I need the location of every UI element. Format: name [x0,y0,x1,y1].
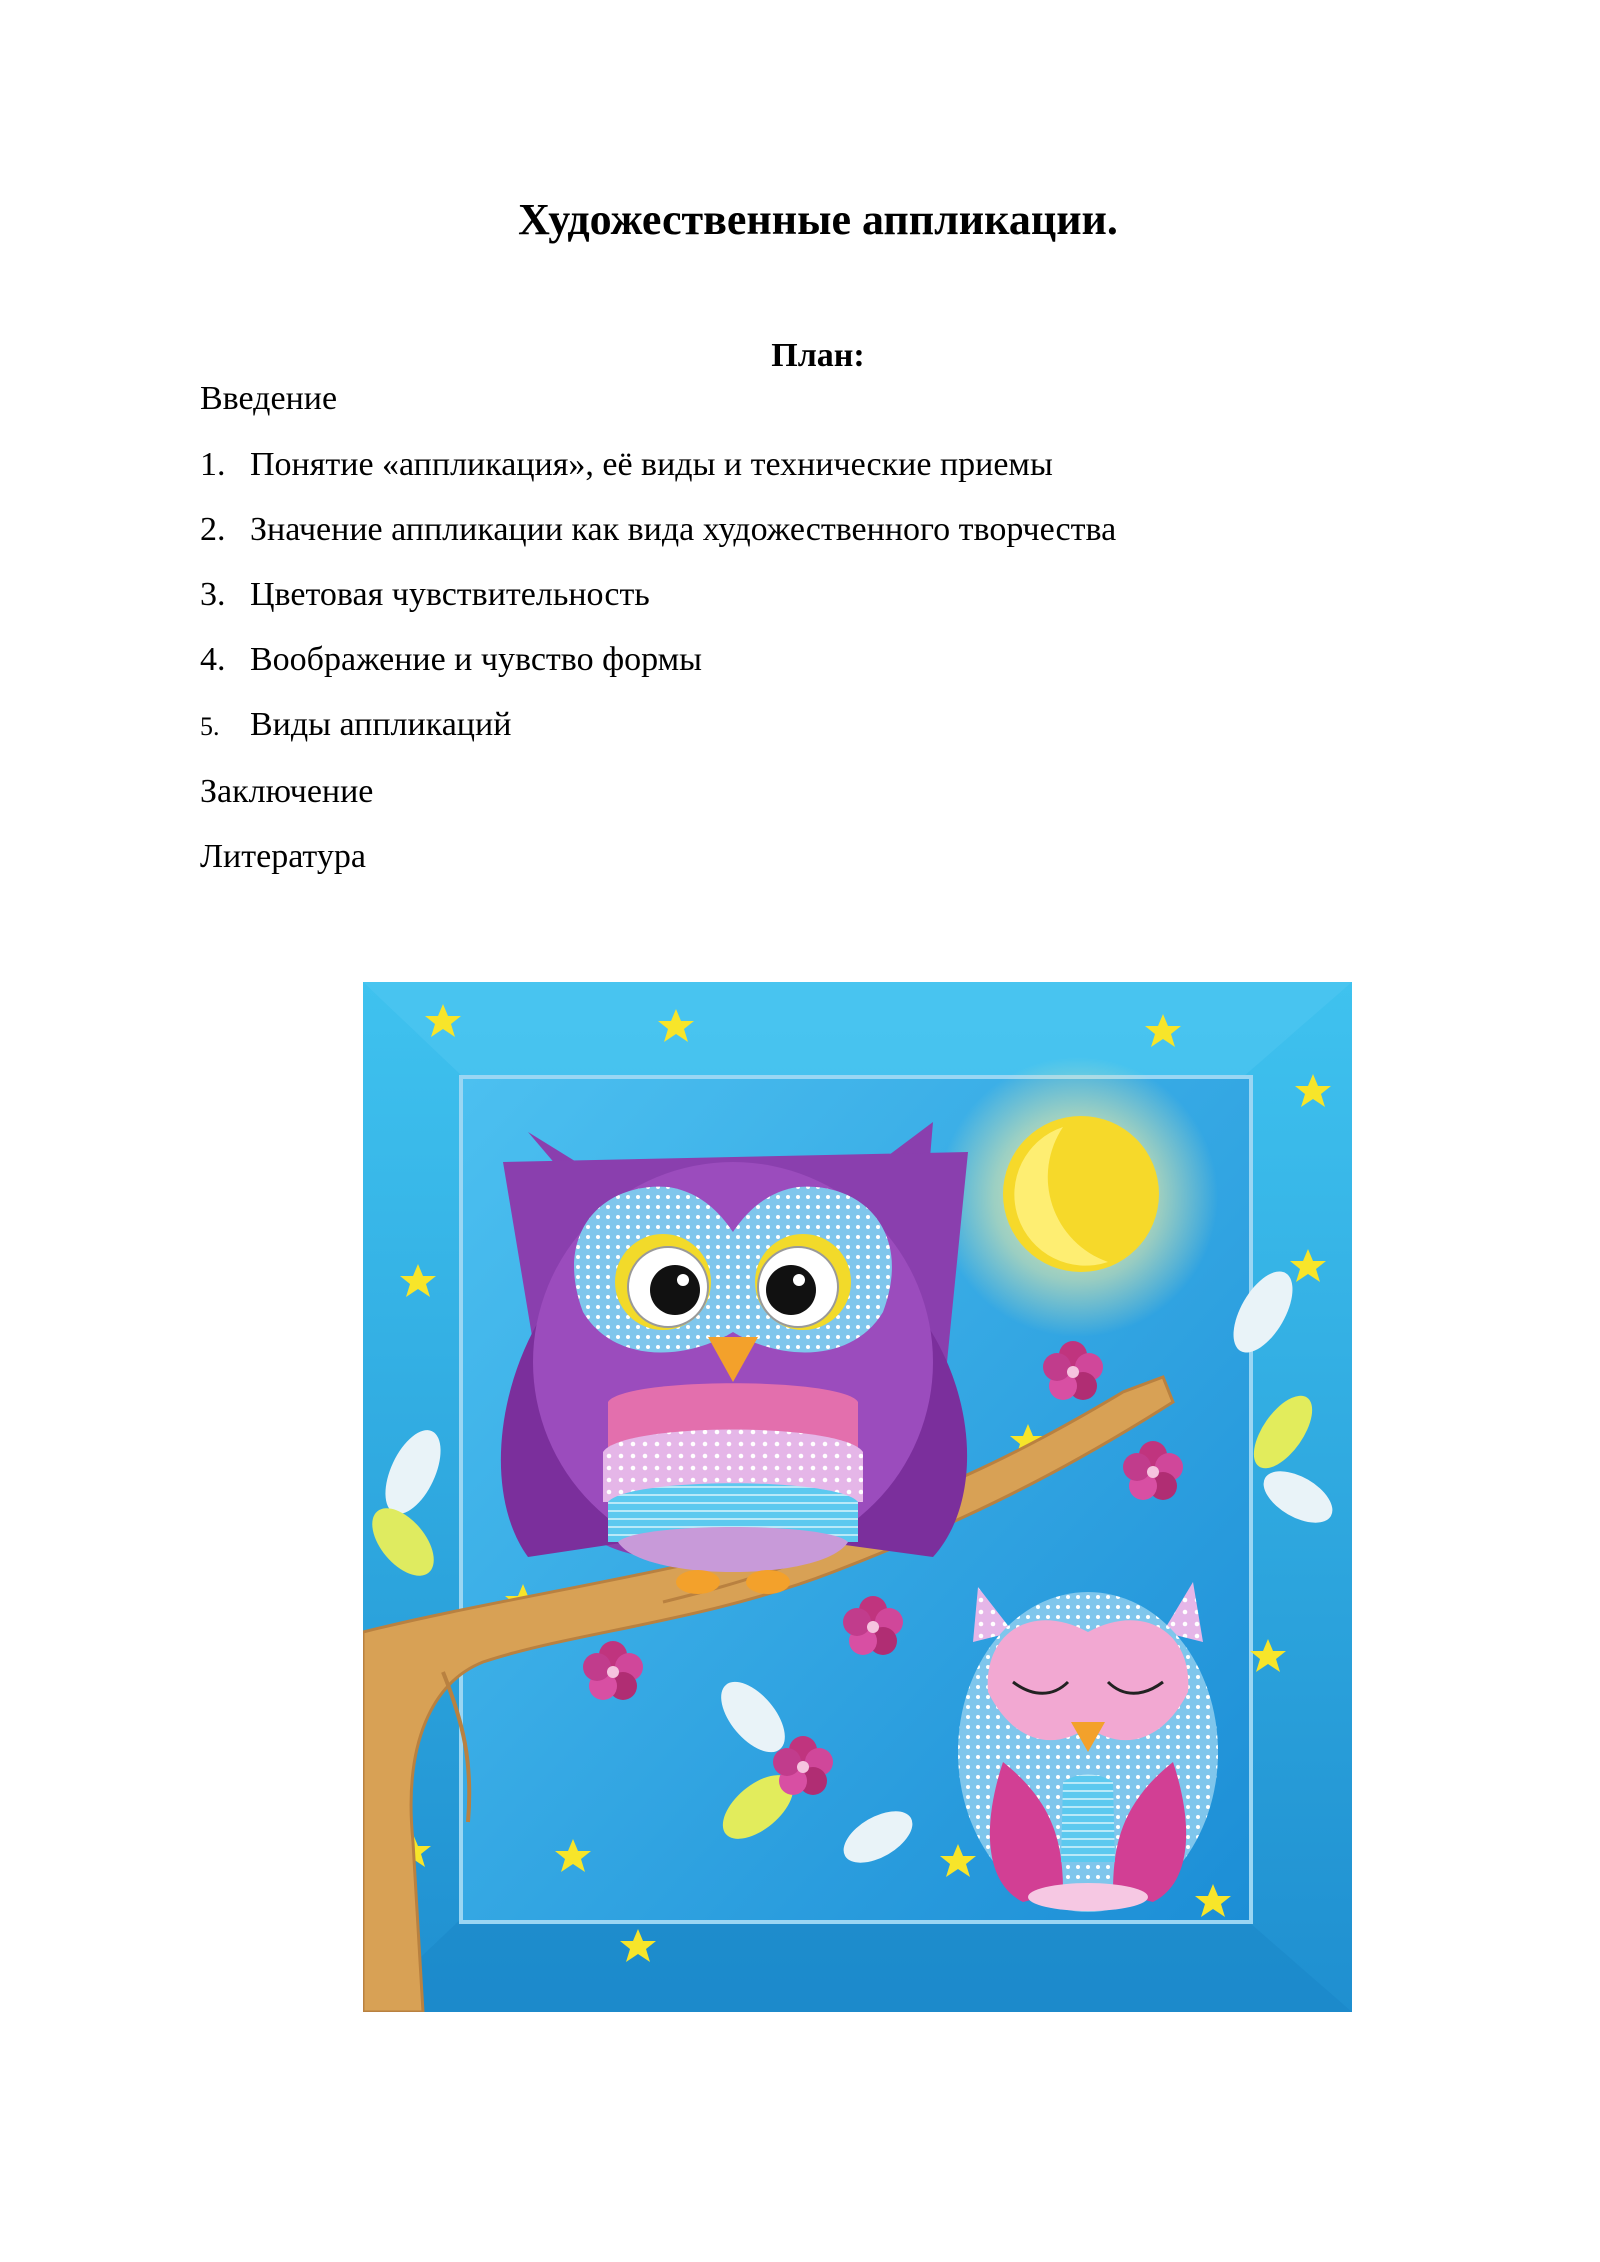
plan-item-3 [200,573,650,617]
plan-item-2 [200,508,1116,552]
owl-applique-illustration [363,982,1352,2012]
plan-conclusion: Заключение [200,773,374,810]
plan-item-text: Воображение и чувство формы [250,641,702,678]
small-owl [958,1582,1218,1912]
plan-item-number: 1. [200,446,226,483]
plan-intro: Введение [200,380,338,417]
plan-item-1 [200,443,1053,487]
plan-item-number: 4. [200,641,226,678]
plan-item-5 [200,703,511,749]
plan-literature: Литература [200,838,366,875]
plan-item-text: Понятие «аппликация», её виды и технические приемы [250,446,1053,483]
big-owl [501,1122,968,1594]
plan-item-text: Виды аппликаций [250,706,512,743]
plan-item-number: 3. [200,576,226,613]
plan-item-4 [200,638,702,682]
plan-item-number: 2. [200,511,226,548]
owl-applique-image [363,982,1352,2012]
plan-item-text: Цветовая чувствительность [250,576,650,613]
plan-item-number: 5. [200,712,220,741]
document-title: Художественные аппликации. [518,195,1118,244]
plan-item-text: Значение аппликации как вида художественного творчества [250,511,1117,548]
plan-heading: План: [771,337,865,374]
